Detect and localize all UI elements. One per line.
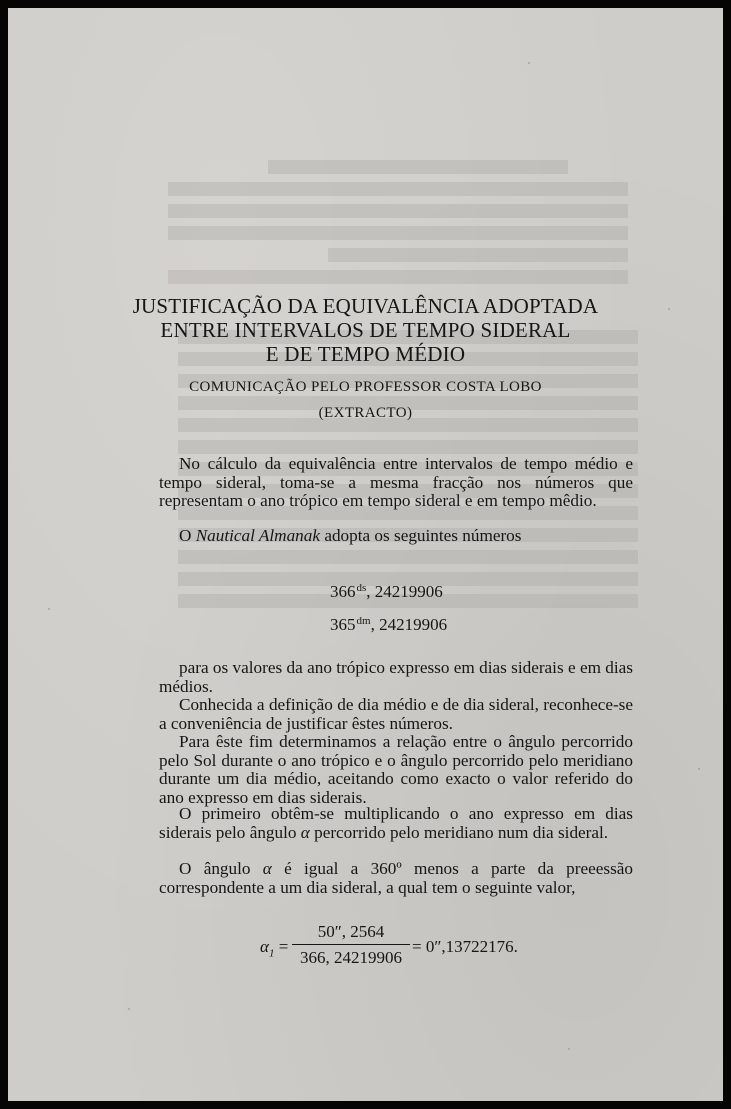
article-title	[108, 294, 623, 366]
formula-numerator: 50″, 2564	[317, 922, 385, 941]
paragraph-2-title-italic: Nautical Almanak	[195, 526, 321, 545]
paragraph-7-prefix: O ângulo	[179, 859, 263, 878]
number-2-sup: dm	[356, 615, 371, 627]
formula-result: = 0″,13722176.	[412, 937, 518, 956]
paragraph-7-suffix: é igual a 360º menos a parte da preeessão correspondente a um dia sideral, a qual tem o seguinte valor,	[159, 859, 633, 897]
title-line-3: E DE TEMPO MÉDIO	[265, 342, 466, 366]
title-line-2: ENTRE INTERVALOS DE TEMPO SIDERAL	[160, 318, 571, 342]
paragraph-3: para os valores da ano trópico expresso em dias siderais e em dias médios.	[159, 658, 633, 696]
paragraph-7	[159, 860, 633, 897]
number-2-rest: , 24219906	[370, 615, 448, 634]
formula-alpha-symbol: α	[260, 937, 269, 956]
number-1-sup: ds	[356, 582, 367, 594]
paragraph-6-prefix: O primeiro obtêm-se multiplicando o ano expresso em dias siderais pelo ângulo	[159, 804, 633, 842]
number-sidereal-year	[330, 578, 443, 602]
fraction-bar	[292, 944, 410, 945]
number-1-rest: , 24219906	[366, 582, 443, 601]
formula-equals: =	[274, 937, 289, 956]
number-2-base: 365	[330, 615, 356, 634]
formula-alpha	[260, 937, 275, 960]
article-subtitle	[108, 374, 623, 426]
formula-fraction	[292, 921, 410, 969]
subtitle-author: COMUNICAÇÃO PELO PROFESSOR COSTA LOBO	[189, 379, 542, 395]
paragraph-2	[159, 527, 633, 546]
formula-lhs	[260, 937, 288, 959]
paragraph-7-alpha: α	[262, 859, 272, 878]
number-1-base: 366	[330, 582, 356, 601]
document-page	[8, 8, 723, 1101]
paragraph-5: Para êste fim determinamos a relação entre o ângulo percorrido pelo Sol durante o ano trópico e o ângulo percorrido pelo meridiano durante um dia médio, aceitando como exacto o valor referido do ano expresso em dias siderais.	[159, 732, 633, 807]
paragraph-6-alpha: α	[300, 822, 310, 842]
subtitle-extract: (EXTRACTO)	[318, 405, 413, 421]
paragraph-2-prefix: O	[179, 526, 196, 545]
paragraph-1: No cálculo da equivalência entre intervalos de tempo médio e tempo sideral, toma-se a mesma fracção nos números que representam o ano trópico em tempo sideral e em tempo mêdio.	[159, 454, 633, 511]
precession-formula	[260, 921, 560, 981]
paragraph-6-suffix: percorrido pelo meridiano num dia sideral.	[309, 822, 609, 842]
number-mean-year	[330, 611, 447, 635]
paragraph-4: Conhecida a definição de dia médio e de dia sideral, reconhece-se a conveniência de justificar êstes números.	[159, 695, 633, 733]
formula-alpha-sub: 1	[268, 947, 275, 960]
title-line-1: JUSTIFICAÇÃO DA EQUIVALÊNCIA ADOPTADA	[132, 294, 599, 318]
paragraph-2-suffix: adopta os seguintes números	[320, 526, 522, 545]
show-through-shadow	[158, 156, 628, 292]
formula-denominator: 366, 24219906	[300, 948, 402, 967]
paragraph-6	[159, 805, 633, 842]
